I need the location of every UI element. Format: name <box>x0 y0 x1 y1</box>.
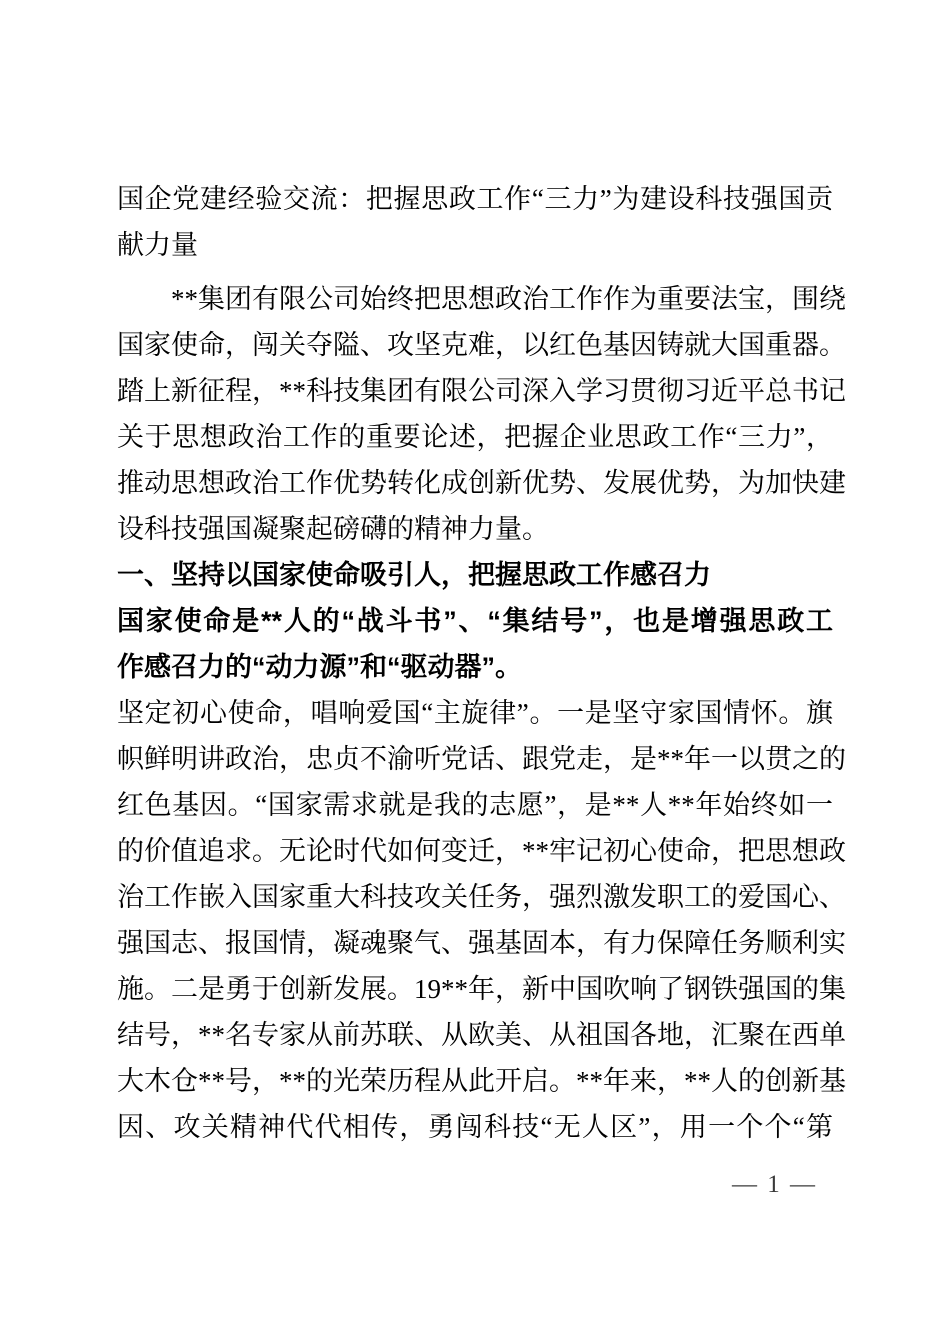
text-line: 红色基因。“国家需求就是我的志愿”，是**人**年始终如一 <box>117 790 833 820</box>
text-line: **集团有限公司始终把思想政治工作作为重要法宝，围绕 <box>171 284 846 314</box>
text-line: 关于思想政治工作的重要论述，把握企业思政工作“三力”， <box>117 422 833 452</box>
text-line: 的价值追求。无论时代如何变迁，**牢记初心使命，把思想政 <box>117 836 846 866</box>
text-line: 大木仓**号，**的光荣历程从此开启。**年来，**人的创新基 <box>117 1066 846 1096</box>
section-body-paragraph <box>117 690 846 1150</box>
text-line: 结号，**名专家从前苏联、从欧美、从祖国各地，汇聚在西单 <box>117 1020 846 1050</box>
section-heading: 一、坚持以国家使命吸引人，把握思政工作感召力 <box>117 560 711 590</box>
text-line: 作感召力的“动力源”和“驱动器”。 <box>117 652 522 682</box>
document-content <box>117 176 846 1150</box>
page-number: — 1 — <box>732 1171 817 1198</box>
text-line: 国家使命，闯关夺隘、攻坚克难，以红色基因铸就大国重器。 <box>117 330 846 360</box>
intro-paragraph <box>117 276 846 552</box>
text-line: 献力量 <box>117 230 198 260</box>
section-lead-paragraph <box>117 598 833 690</box>
text-line: 治工作嵌入国家重大科技攻关任务，强烈激发职工的爱国心、 <box>117 882 846 912</box>
text-line: 强国志、报国情，凝魂聚气、强基固本，有力保障任务顺利实 <box>117 928 846 958</box>
text-line: 坚定初心使命，唱响爱国“主旋律”。一是坚守家国情怀。旗 <box>117 698 833 728</box>
text-line: 设科技强国凝聚起磅礴的精神力量。 <box>117 514 549 544</box>
text-line: 国家使命是**人的“战斗书”、“集结号”，也是增强思政工 <box>117 606 833 636</box>
text-line: 推动思想政治工作优势转化成创新优势、发展优势，为加快建 <box>117 468 846 498</box>
text-line: 因、攻关精神代代相传，勇闯科技“无人区”，用一个个“第 <box>117 1112 833 1142</box>
document-title <box>117 176 833 268</box>
text-line: 施。二是勇于创新发展。19**年，新中国吹响了钢铁强国的集 <box>117 974 846 1004</box>
text-line: 踏上新征程，**科技集团有限公司深入学习贯彻习近平总书记 <box>117 376 846 406</box>
text-line: 国企党建经验交流：把握思政工作“三力”为建设科技强国贡 <box>117 184 833 214</box>
text-line: 帜鲜明讲政治，忠贞不渝听党话、跟党走，是**年一以贯之的 <box>117 744 846 774</box>
